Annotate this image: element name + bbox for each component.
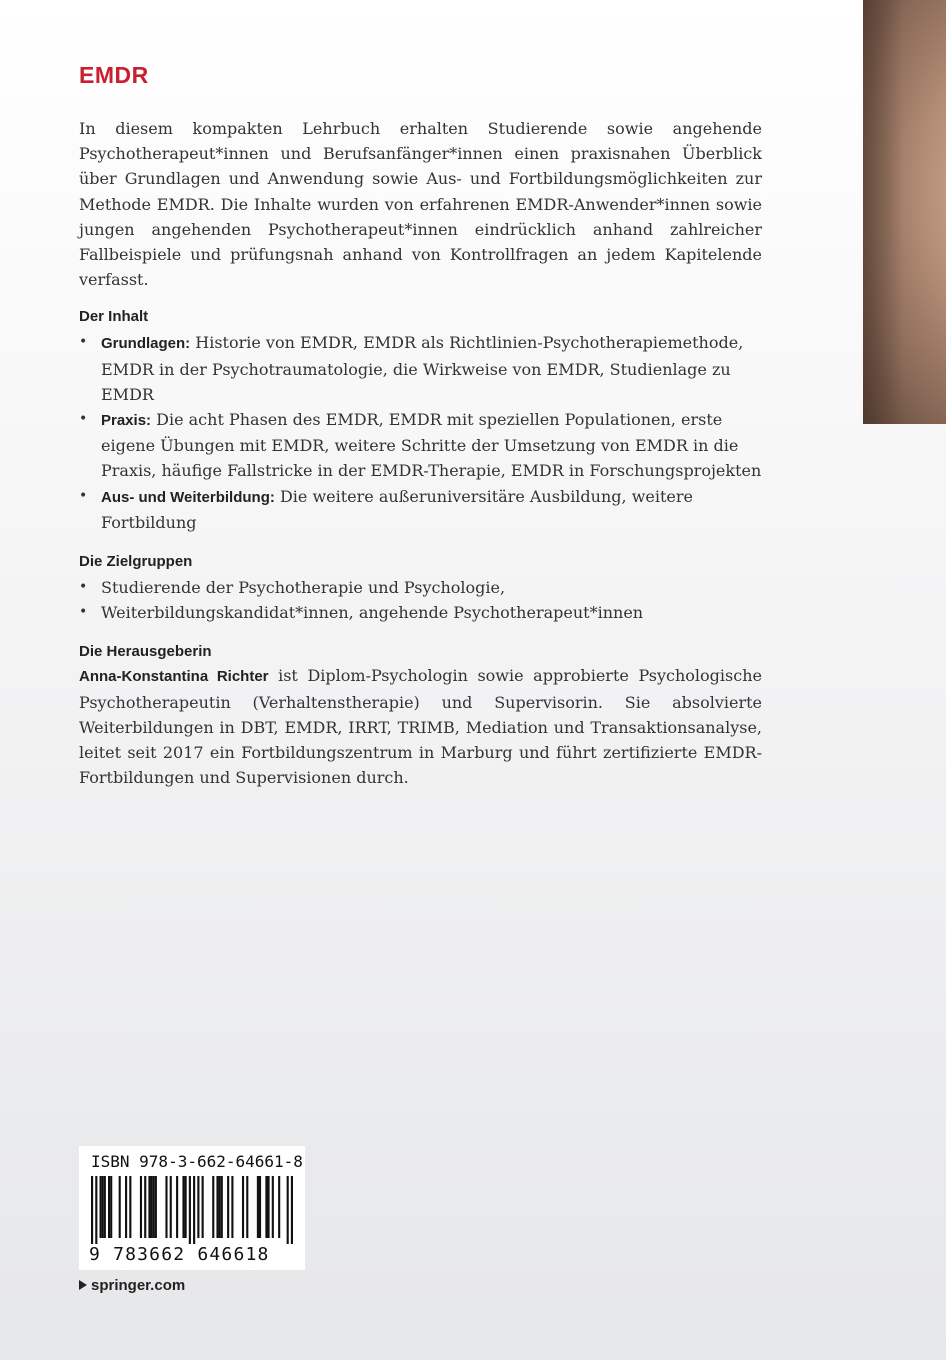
- barcode-bar: [272, 1176, 274, 1238]
- barcode-bar: [125, 1176, 127, 1238]
- barcode-bar: [170, 1176, 172, 1238]
- barcode-bar: [148, 1176, 150, 1238]
- editor-bio: [79, 663, 762, 790]
- barcode-bar: [95, 1176, 97, 1244]
- target-groups-heading: Die Zielgruppen: [79, 553, 193, 571]
- barcode-bar: [291, 1176, 293, 1244]
- barcode-bar: [265, 1176, 267, 1238]
- target-group-item: • Studierende der Psychotherapie und Psychologie,: [79, 575, 762, 600]
- target-group-item: • Weiterbildungskandidat*innen, angehende Psychotherapeut*innen: [79, 600, 762, 625]
- barcode-bars: [91, 1176, 293, 1244]
- publisher-url: springer.com: [91, 1277, 186, 1294]
- barcode-bar: [216, 1176, 218, 1238]
- barcode-bar: [119, 1176, 121, 1238]
- barcode-bar: [185, 1176, 187, 1238]
- contents-heading: Der Inhalt: [79, 308, 149, 326]
- barcode-bar: [242, 1176, 244, 1238]
- barcode-bar: [155, 1176, 157, 1238]
- barcode-bar: [144, 1176, 146, 1238]
- barcode-bar: [231, 1176, 233, 1238]
- contents-item-praxis: [79, 407, 762, 484]
- back-cover-text: [79, 116, 762, 790]
- barcode-bar: [176, 1176, 178, 1238]
- barcode-bar: [129, 1176, 131, 1238]
- intro-paragraph: In diesem kompakten Lehrbuch erhalten Studierende sowie angehende Psychotherapeut*innen und Berufsanfänger*innen einen praxisnahen Überblick über Grundlagen und Anwendung sowie Aus- und Fortbildungsmöglichkeiten zur Methode EMDR. Die Inhalte wurden von erfahrenen EMDR-Anwender*innen sowie jungen angehenden Psychotherapeut*innen eindrücklich anhand zahlreicher Fallbeispiele und prüfungsnah anhand von Kontrollfragen an jedem Kapitelende verfasst.: [79, 119, 762, 290]
- barcode-bar: [104, 1176, 106, 1238]
- item-text: Die acht Phasen des EMDR, EMDR mit speziellen Populationen, erste eigene Übungen mit EMDR, weitere Schritte der Umsetzung von EMDR in die Praxis, häufige Fallstricke in der EMDR-Therapie, EMDR in Forschungsprojekten: [101, 410, 762, 481]
- item-text: Die weitere außeruniversitäre Ausbildung, weitere Fortbildung: [101, 486, 693, 532]
- item-label: Grundlagen:: [101, 335, 191, 353]
- item-label: Praxis:: [101, 412, 152, 430]
- barcode-bar: [110, 1176, 112, 1238]
- editor-bio-text: ist Diplom-Psychologin sowie approbierte Psychologische Psychotherapeutin (Verhaltenstherapie) und Supervisorin. Sie absolvierte Weiterbildungen in DBT, EMDR, IRRT, TRIMB, Mediation und Transaktionsanalyse, leitet seit 2017 ein Fortbildungszentrum in Marburg und führt zertifizierte EMDR-Fortbildungen und Supervisionen durch.: [79, 666, 762, 788]
- barcode-bar: [153, 1176, 155, 1238]
- cover-photo-hand: [863, 0, 946, 424]
- barcode-bar: [219, 1176, 221, 1238]
- item-label: Aus- und Weiterbildung:: [101, 488, 275, 506]
- barcode-bar: [257, 1176, 259, 1238]
- barcode-bar: [202, 1176, 204, 1238]
- book-title: EMDR: [79, 62, 149, 88]
- barcode-bar: [197, 1176, 199, 1238]
- barcode-bar: [193, 1176, 195, 1244]
- barcode-bar: [267, 1176, 269, 1238]
- isbn-barcode: [79, 1146, 305, 1270]
- contents-item-ausbildung: [79, 484, 762, 535]
- target-groups-list: [79, 575, 762, 625]
- contents-list: [79, 330, 762, 535]
- barcode-bar: [108, 1176, 110, 1238]
- item-text: Historie von EMDR, EMDR als Richtlinien-Psychotherapiemethode, EMDR in der Psychotraumatologie, die Wirkweise von EMDR, Studienlage zu EMDR: [101, 333, 744, 404]
- barcode-bar: [221, 1176, 223, 1238]
- barcode-bar: [151, 1176, 153, 1238]
- barcode-bar: [278, 1176, 280, 1238]
- barcode-digits: 9 783662 646618: [89, 1244, 270, 1265]
- barcode-bar: [182, 1176, 184, 1238]
- contents-item-grundlagen: [79, 330, 762, 407]
- isbn-label: ISBN 978-3-662-64661-8: [91, 1152, 303, 1171]
- arrow-right-icon: [79, 1280, 87, 1290]
- barcode-bar: [227, 1176, 229, 1238]
- barcode-bar: [102, 1176, 104, 1238]
- barcode-bar: [100, 1176, 102, 1238]
- barcode-bar: [91, 1176, 93, 1244]
- editor-name: Anna-Konstantina Richter: [79, 668, 269, 686]
- barcode-bar: [189, 1176, 191, 1244]
- barcode-bar: [259, 1176, 261, 1238]
- barcode-bar: [165, 1176, 167, 1238]
- editor-heading: Die Herausgeberin: [79, 643, 212, 661]
- barcode-bar: [140, 1176, 142, 1238]
- barcode-bar: [246, 1176, 248, 1238]
- barcode-bar: [212, 1176, 214, 1238]
- photo-shadow: [863, 0, 903, 424]
- publisher-link[interactable]: [79, 1277, 185, 1294]
- barcode-bar: [287, 1176, 289, 1244]
